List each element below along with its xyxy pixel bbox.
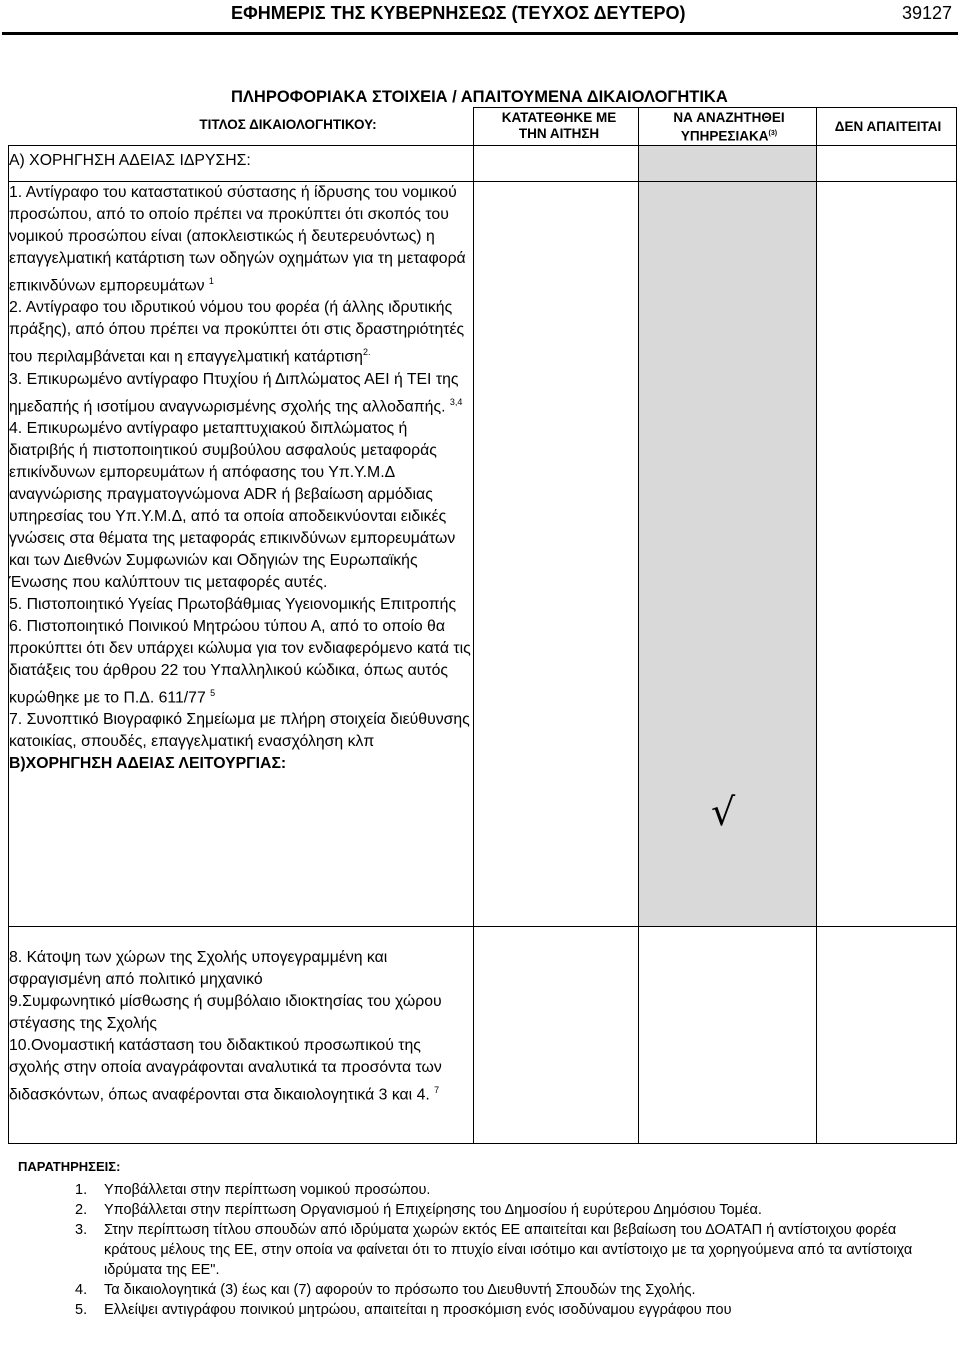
item-2: 2. Αντίγραφο του ιδρυτικού νόμου του φορέα (ή άλλης ιδρυτικής πράξης), από όπου πρέπει να προκύπτει ότι στις δραστηριότητές του περιλαμβάνεται και η επαγγελματική κατάρτιση$^{2.}$ [9,299,465,366]
notes-title: ΠΑΡΑΤΗΡΗΣΕΙΣ: [18,1159,121,1174]
check-mark-icon: √ [711,790,736,834]
documents-table [8,107,957,1144]
items-block-a [9,182,957,927]
note-5: 5. Ελλείψει αντιγράφου ποινικού μητρώου, απαιτείται η προσκόμιση ενός ισοδύναμου εγγράφου που [75,1302,732,1318]
items-block-b [9,927,957,1144]
col-submitted-heading: ΚΑΤΑΤΕΘΗΚΕ ΜΕ ΤΗΝ ΑΙΤΗΣΗ [501,110,617,141]
note-1: 1. Υποβάλλεται στην περίπτωση νομικού προσώπου. [75,1182,431,1198]
col-not-required-heading: ΔΕΝ ΑΠΑΙΤΕΙΤΑΙ [834,119,942,134]
gazette-title: ΕΦΗΜΕΡΙΣ ΤΗΣ ΚΥΒΕΡΝΗΣΕΩΣ (ΤΕΥΧΟΣ ΔΕΥΤΕΡΟ) [231,3,686,23]
items-b-cell [9,927,474,1144]
table-main-heading: ΠΛΗΡΟΦΟΡΙΑΚΑ ΣΤΟΙΧΕΙΑ / ΑΠΑΙΤΟΥΜΕΝΑ ΔΙΚΑΙΟΛΟΓΗΤΙΚΑ [231,88,728,106]
page-number: 39127 [901,3,952,23]
item-5: 5. Πιστοποιητικό Υγείας Πρωτοβάθμιας Υγειονομικής Επιτροπής [9,595,457,613]
page-header [0,0,960,30]
header-rule [2,32,958,35]
note-2: 2. Υποβάλλεται στην περίπτωση Οργανισμού ή Επιχείρησης του Δημοσίου ή ευρύτερου Δημόσιου Τομέα. [75,1202,762,1218]
col-search-heading: ΝΑ ΑΝΑΖΗΤΗΘΕΙ ΥΠΗΡΕΣΙΑΚΑ$^{(3)}$ [673,110,785,144]
note-4: 4. Τα δικαιολογητικά (3) έως και (7) αφορούν το πρόσωπο του Διευθυντή Σπουδών της Σχολής. [75,1282,696,1298]
item-4: 4. Επικυρωμένο αντίγραφο μεταπτυχιακού διπλώματος ή διατριβής ή πιστοποιητικού συμβούλου ασφαλούς μεταφοράς επικίνδυνων εμπορευμάτων ή απόφασης του Υπ.Υ.Μ.Δ αναγνώρισης πραγματογνώμονα ADR ή βεβαίωση αρμόδιας υπηρεσίας του Υπ.Υ.Μ.Δ, από τα οποία αποδεικνύονται ειδικές γνώσεις στα θέματα της μεταφοράς επικινδύνων εμπορευμάτων και των Διεθνών Συμφωνιών και Οδηγιών της Ευρωπαϊκής Ένωσης που καλύπτουν τις μεταφορές αυτές. [9,419,456,591]
notes-list [18,1180,948,1320]
item-8: 8. Κάτοψη των χώρων της Σχολής υπογεγραμμένη και σφραγισμένη από πολιτικό μηχανικό [9,949,388,988]
note-3: 3. Στην περίπτωση τίτλου σπουδών από ιδρύματα χωρών εκτός ΕΕ απαιτείται και βεβαίωση του ΔΟΑΤΑΠ ή αντίστοιχου φορέα κράτους μέλους της ΕΕ, στην οποία να φαίνεται ότι το πτυχίο είναι ισότιμο και αντίστοιχο με τα χορηγούμενα από τα αντίστοιχα ιδρύματα της ΕΕ". [75,1222,913,1278]
item-3: 3. Επικυρωμένο αντίγραφο Πτυχίου ή Διπλώματος ΑΕΙ ή ΤΕΙ της ημεδαπής ή ισοτίμου αναγνωρισμένης σχολής της αλλοδαπής. $^{3,4}$ [9,370,463,415]
notes-section [18,1157,948,1320]
item-10: 10.Ονομαστική κατάσταση του διδακτικού προσωπικού της σχολής στην οποία αναγράφονται αναλυτικά τα προσόντα των διδασκόντων, όπως αναφέρονται στα δικαιολογητικά 3 και 4. $^7$ [9,1037,442,1104]
table-header-row [9,108,957,146]
section-a-label: Α) ΧΟΡΗΓΗΣΗ ΑΔΕΙΑΣ ΙΔΡΥΣΗΣ: [9,146,474,182]
items-a-cell [9,182,474,927]
item-9: 9.Συμφωνητικό μίσθωσης ή συμβόλαιο ιδιοκτησίας του χώρου στέγασης της Σχολής [9,993,442,1032]
item-7: 7. Συνοπτικό Βιογραφικό Σημείωμα με πλήρη στοιχεία διεύθυνσης κατοικίας, σπουδές, επαγγελματική ενασχόληση κλπ [9,711,470,751]
item-6: 6. Πιστοποιητικό Ποινικού Μητρώου τύπου Α, από το οποίο θα προκύπτει ότι δεν υπάρχει κώλυμα για τον ενδιαφερόμενο κατά τις διατάξεις του άρθρου 22 του Υπαλληλικού κώδικα, όπως αυτός κυρώθηκε με το Π.Δ. 611/77 $^5$ [9,617,471,707]
item-1: 1. Αντίγραφο του καταστατικού σύστασης ή ίδρυσης του νομικού προσώπου, από το οποίο πρέπει να προκύπτει ότι σκοπός του νομικού προσώπου είναι (αποκλειστικώς ή δευτερευόντως) η επαγγελματική κατάρτιση των οδηγών οχημάτων για τη μεταφορά επικινδύνων εμπορευμάτων $^1$ [9,184,466,295]
section-a-row [9,146,957,182]
section-b-label: Β)ΧΟΡΗΓΗΣΗ ΑΔΕΙΑΣ ΛΕΙΤΟΥΡΓΙΑΣ: [9,755,287,773]
col-title-heading: ΤΙΤΛΟΣ ΔΙΚΑΙΟΛΟΓΗΤΙΚΟΥ: [199,117,377,132]
